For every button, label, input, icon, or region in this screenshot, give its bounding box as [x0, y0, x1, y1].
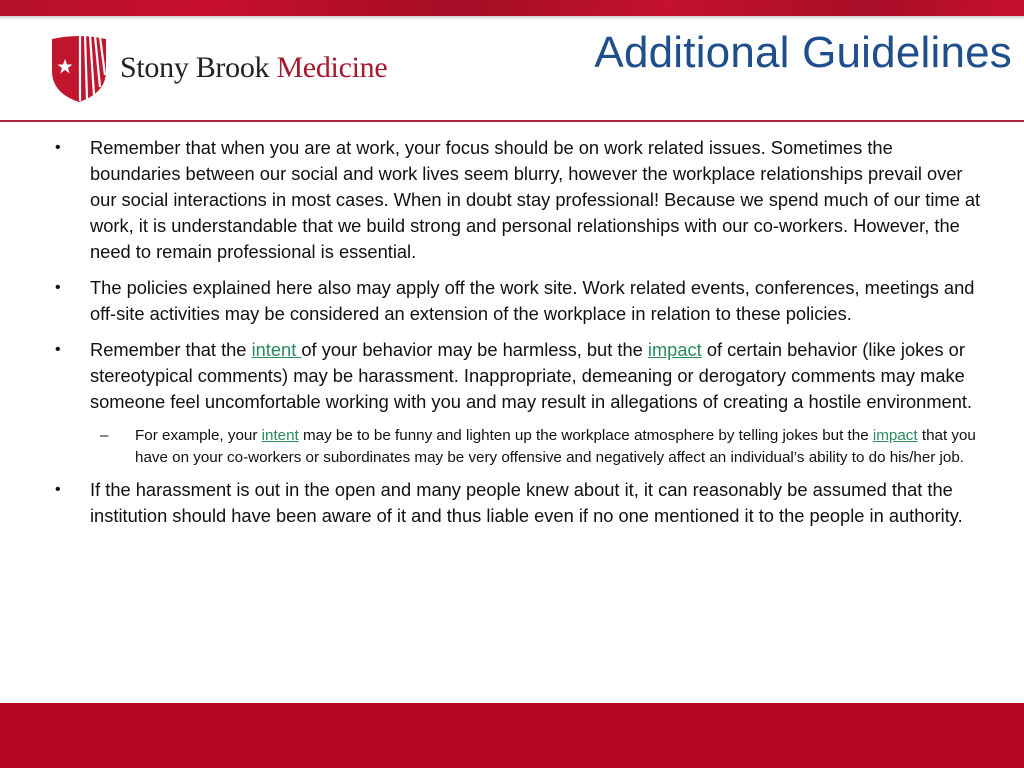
bullet-item [55, 135, 985, 265]
bullet-marker: • [55, 279, 61, 296]
sub-text-part: may be to be funny and lighten up the workplace atmosphere by telling jokes but the [298, 427, 873, 444]
bullet-marker: • [55, 481, 61, 498]
impact-link[interactable]: impact [647, 339, 702, 360]
intent-link[interactable]: intent [251, 339, 302, 360]
bullet-text-part: of your behavior may be harmless, but the [301, 339, 648, 360]
bullet-marker: • [55, 341, 61, 358]
intent-link[interactable]: intent [261, 427, 299, 444]
bullet-text-part: Remember that the [90, 339, 252, 360]
header-divider [0, 120, 1024, 122]
slide-content [55, 135, 985, 539]
bullet-item [55, 477, 985, 529]
sub-bullet-marker: – [100, 427, 109, 444]
stony-brook-medicine-logo [50, 33, 387, 103]
bullet-item [55, 275, 985, 327]
bullet-text-part: of certain behavior (like jokes or stereotypical comments) may be harassment. Inappropriate, demeaning or derogatory comments may make someone feel uncomfortable working with you and may result in allegations of creating a hostile environment. [90, 339, 973, 412]
sub-text-part: For example, your [135, 427, 262, 444]
top-decorative-band [0, 0, 1024, 16]
bullet-marker: • [55, 139, 61, 156]
bottom-decorative-band [0, 703, 1024, 768]
bullet-text: Remember that when you are at work, your focus should be on work related issues. Sometimes the boundaries between our social and work lives seem blurry, however the workplace relationships prevail over our social interactions in most cases. When in doubt stay professional! Because we spend much of our time at work, it is understandable that we build strong and personal relationships with our co-workers. However, the need to remain professional is essential. [90, 137, 981, 262]
sub-text-part: that you have on your co-workers or subordinates may be very offensive and negatively affect an individual’s ability to do his/her job. [135, 427, 976, 466]
bullet-item [55, 337, 985, 415]
bullet-text: If the harassment is out in the open and many people knew about it, it can reasonably be assumed that the institution should have been aware of it and thus liable even if no one mentioned it to the people in authority. [90, 479, 963, 526]
logo-word-stony-brook: Stony Brook [120, 51, 270, 84]
logo-word-medicine: Medicine [276, 51, 388, 84]
page-title: Additional Guidelines [594, 28, 1012, 77]
sub-bullet-item [55, 425, 985, 469]
shield-star-icon [50, 33, 108, 103]
bullet-text: The policies explained here also may apply off the work site. Work related events, conferences, meetings and off-site activities may be considered an extension of the workplace in relation to these policies. [90, 277, 975, 324]
impact-link[interactable]: impact [872, 427, 918, 444]
